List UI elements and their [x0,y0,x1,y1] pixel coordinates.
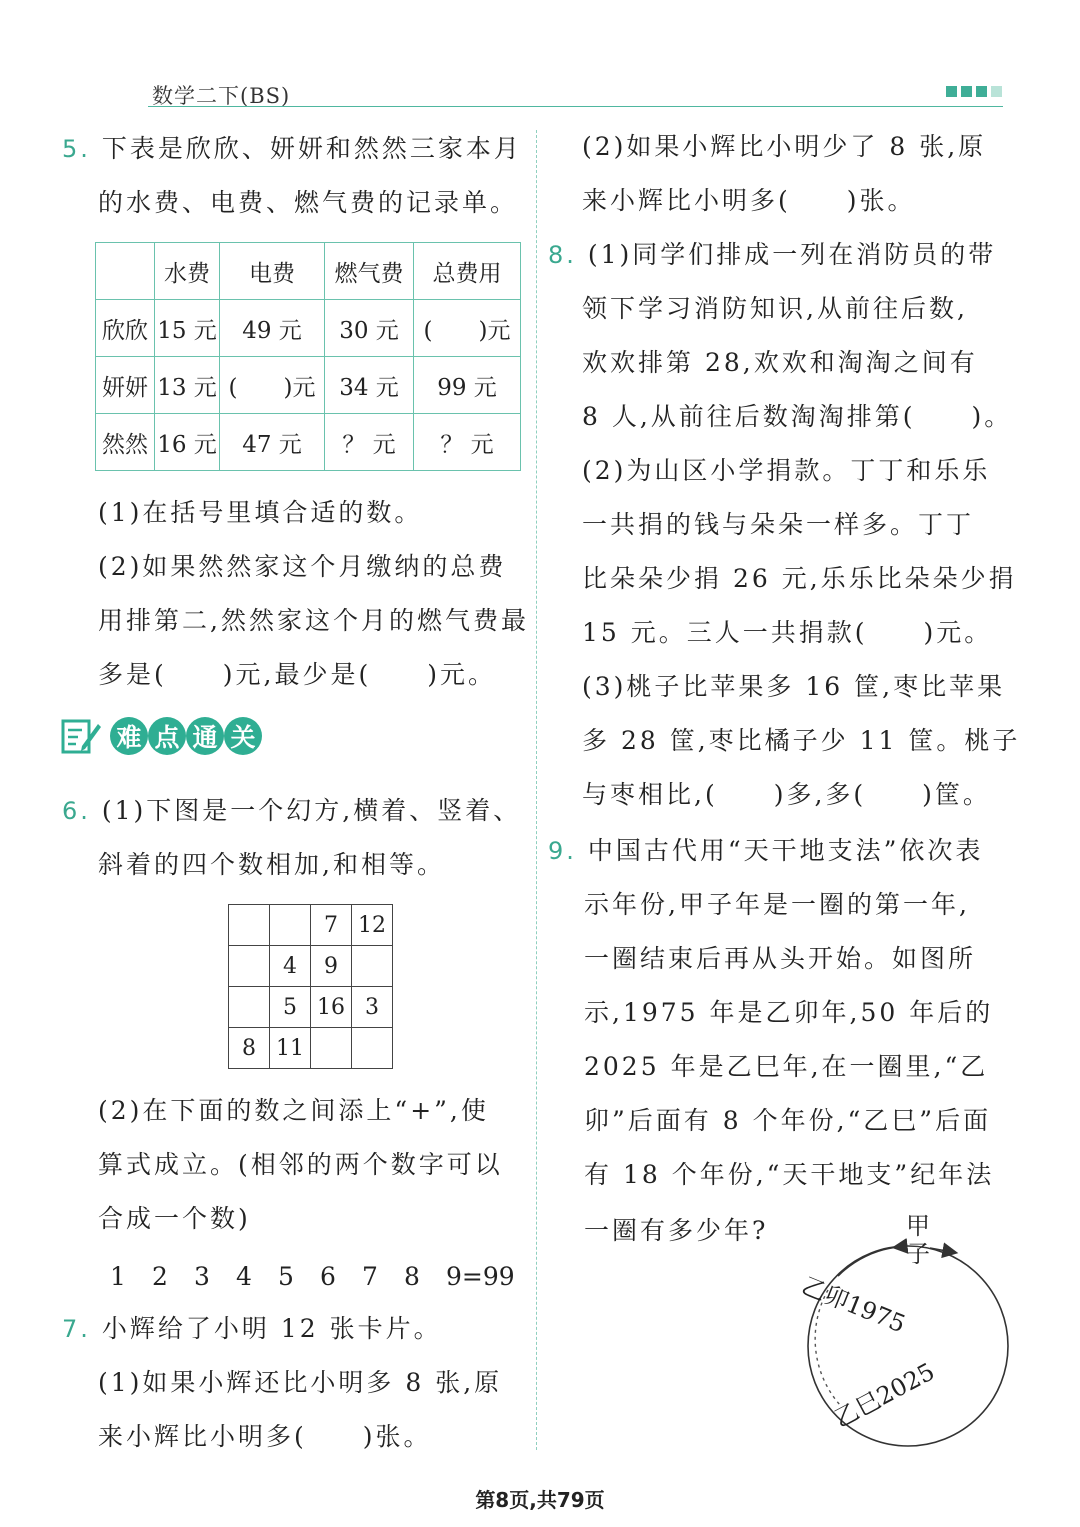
badge-char: 关 [224,717,262,755]
label-jia: 甲 [906,1212,930,1240]
fees-table [95,242,521,471]
q7-sub2-line-2: 来小辉比小明多( )张。 [582,186,916,215]
q7-number: 7. [62,1315,91,1343]
table-cell: ( )元 [220,357,325,414]
q9-line-1 [548,838,983,863]
q8-line-1 [548,242,996,267]
arrow-to-jiazi [838,1247,898,1276]
table-cell: 9 [311,946,352,987]
magic-square [228,904,393,1069]
page-footer: 第8页,共79页 [475,1488,605,1512]
q8-line-7: 比朵朵少捐 26 元,乐乐比朵朵少捐 [582,564,1017,593]
q9-line-6: 卯”后面有 8 个年份,“乙巳”后面 [584,1106,992,1135]
badge-char: 难 [110,717,148,755]
digit: 4 [236,1262,252,1291]
q8-text-1: (1)同学们排成一列在消防员的带 [587,240,997,269]
digit: 3 [194,1262,210,1291]
q8-line-8: 15 元。三人一共捐款( )元。 [582,618,993,647]
pen-notepad-icon [60,716,102,756]
q7-sub1-line-1: (1)如果小辉还比小明多 8 张,原 [98,1368,503,1397]
q7-text: 小辉给了小明 12 张卡片。 [101,1314,442,1343]
q6-sub2-line-2: 算式成立。(相邻的两个数字可以 [98,1150,503,1179]
table-header-electric: 电费 [220,243,325,300]
digit: 1 [110,1262,126,1291]
header-rule [148,106,1003,107]
section-badge [60,716,262,756]
header-decoration [946,86,1002,97]
q5-text-1: 下表是欣欣、妍妍和然然三家本月 [101,134,522,163]
q6-sub2-line-1: (2)在下面的数之间添上“+”,使 [98,1096,489,1125]
table-cell: 11 [270,1028,311,1069]
table-cell: 3 [352,987,393,1028]
column-divider [536,130,537,1450]
table-header-total: 总费用 [414,243,521,300]
digit: 7 [362,1262,378,1291]
table-header-gas: 燃气费 [325,243,414,300]
table-cell: 49 元 [220,300,325,357]
table-cell: 妍妍 [96,357,155,414]
table-header-water: 水费 [155,243,220,300]
table-row [229,1028,393,1069]
q7-line-1 [62,1316,442,1341]
q7-sub2-line-1: (2)如果小辉比小明少了 8 张,原 [582,132,987,161]
badge-char: 通 [186,717,224,755]
q5-sub2-line-1: (2)如果然然家这个月缴纳的总费 [98,552,507,581]
digit: 2 [152,1262,168,1291]
table-cell: 12 [352,905,393,946]
table-cell: 欣欣 [96,300,155,357]
table-cell: 16 [311,987,352,1028]
q9-line-8: 一圈有多少年? [584,1216,769,1245]
table-cell: 5 [270,987,311,1028]
table-cell: 4 [270,946,311,987]
table-cell: 34 元 [325,357,414,414]
q5-line-1 [62,136,522,161]
badge-char: 点 [148,717,186,755]
q5-sub2-line-3: 多是( )元,最少是( )元。 [98,660,496,689]
table-cell [229,987,270,1028]
page-header-title: 数学二下(BS) [152,84,291,108]
q9-line-5: 2025 年是乙巳年,在一圈里,“乙 [584,1052,989,1081]
table-cell: ？ 元 [414,414,521,471]
q6-line-1 [62,798,521,823]
table-cell [229,946,270,987]
digit: 6 [320,1262,336,1291]
table-cell: 7 [311,905,352,946]
q8-line-3: 欢欢排第 28,欢欢和淘淘之间有 [582,348,978,377]
label-yimao-1975: 乙卯1975 [797,1271,910,1339]
q5-sub2-line-2: 用排第二,然然家这个月的燃气费最 [98,606,529,635]
table-cell: 15 元 [155,300,220,357]
table-cell: 16 元 [155,414,220,471]
q8-number: 8. [548,241,577,269]
table-cell: 47 元 [220,414,325,471]
fees-table-header-row [96,243,521,300]
q7-sub1-line-2: 来小辉比小明多( )张。 [98,1422,432,1451]
q8-line-2: 领下学习消防知识,从前往后数, [582,294,968,323]
table-row [229,946,393,987]
table-row [229,905,393,946]
q9-line-2: 示年份,甲子年是一圈的第一年, [584,890,970,919]
q5-line-2: 的水费、电费、燃气费的记录单。 [98,188,519,217]
table-cell: 30 元 [325,300,414,357]
q9-number: 9. [548,837,577,865]
q6-line-2: 斜着的四个数相加,和相等。 [98,850,445,879]
q9-text-1: 中国古代用“天干地支法”依次表 [587,836,984,865]
table-cell: ( )元 [414,300,521,357]
ganzhi-cycle-diagram [780,1210,1020,1450]
table-row [96,414,521,471]
table-cell: 8 [229,1028,270,1069]
table-cell: 13 元 [155,357,220,414]
q5-sub1: (1)在括号里填合适的数。 [98,498,423,527]
label-yisi-2025: 乙巳2025 [829,1357,940,1434]
q8-line-5: (2)为山区小学捐款。丁丁和乐乐 [582,456,991,485]
q8-line-6: 一共捐的钱与朵朵一样多。丁丁 [582,510,975,539]
digit-equation-end: 9=99 [446,1262,515,1291]
table-cell [352,946,393,987]
q5-number: 5. [62,135,91,163]
q8-line-10: 多 28 筐,枣比橘子少 11 筐。桃子 [582,726,1021,755]
table-cell: 然然 [96,414,155,471]
table-cell [311,1028,352,1069]
q8-line-9: (3)桃子比苹果多 16 筐,枣比苹果 [582,672,1006,701]
table-cell [96,243,155,300]
table-cell [229,905,270,946]
q6-text-1: (1)下图是一个幻方,横着、竖着、 [101,796,522,825]
table-row [96,357,521,414]
table-cell: ？ 元 [325,414,414,471]
digit-sequence [110,1262,536,1291]
q6-number: 6. [62,797,91,825]
table-cell [352,1028,393,1069]
table-cell [270,905,311,946]
q8-line-11: 与枣相比,( )多,多( )筐。 [582,780,991,809]
q9-line-7: 有 18 个年份,“天干地支”纪年法 [584,1160,995,1189]
table-row [229,987,393,1028]
q9-line-3: 一圈结束后再从头开始。如图所 [584,944,977,973]
label-zi: 子 [906,1240,930,1268]
q8-line-4: 8 人,从前往后数淘淘排第( )。 [582,402,1013,431]
digit: 5 [278,1262,294,1291]
table-row [96,300,521,357]
digit: 8 [404,1262,420,1291]
table-cell: 99 元 [414,357,521,414]
q6-sub2-line-3: 合成一个数) [98,1204,251,1233]
q9-line-4: 示,1975 年是乙卯年,50 年后的 [584,998,994,1027]
